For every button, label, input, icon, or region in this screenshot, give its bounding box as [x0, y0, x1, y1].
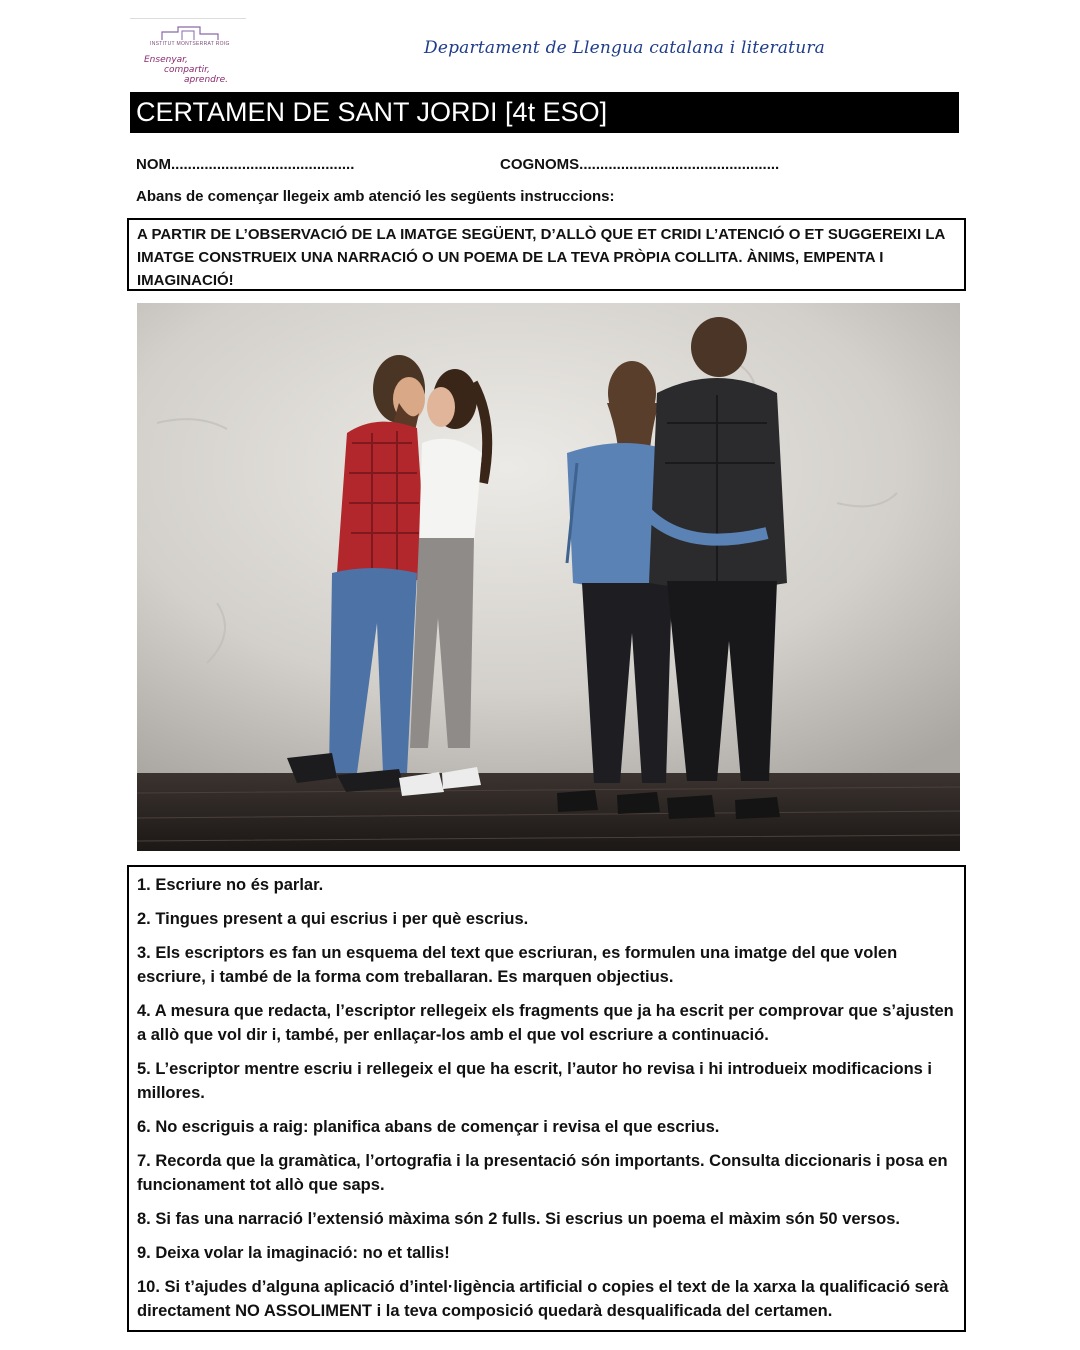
rules-list [137, 873, 956, 1323]
building-icon [160, 25, 220, 41]
logo-school-name: INSTITUT MONTSERRAT ROIG [150, 41, 230, 47]
rule-item-6: 6. No escriguis a raig: planifica abans de començar i revisa el que escrius. [137, 1118, 720, 1136]
photo-two-couples [137, 303, 960, 851]
task-text: A PARTIR DE L’OBSERVACIÓ DE LA IMATGE SEGÜENT, D’ALLÒ QUE ET CRIDI L’ATENCIÓ O ET SUGGEREIXI LA IMATGE CONSTRUEIX UNA NARRACIÓ O UN POEMA DE LA TEVA PRÒPIA COLLITA. ÀNIMS, EMPENTA I IMAGINACIÓ! [137, 226, 945, 289]
rule-item-1: 1. Escriure no és parlar. [137, 876, 324, 894]
surname-field[interactable]: COGNOMS................................................ [500, 156, 780, 173]
department-name: Departament de Llengua catalana i literatura [424, 38, 826, 58]
wall [137, 303, 960, 773]
logo-motto-line-2: compartir, [164, 65, 210, 75]
rule-item-3: 3. Els escriptors es fan un esquema del text que escriuran, es formulen una imatge del que volen escriure, i també de la forma com treballaran. Es marquen objectius. [137, 944, 898, 986]
rule-item-10: 10. Si t’ajudes d’alguna aplicació d’intel·ligència artificial o copies el text de la xarxa la qualificació serà directament NO ASSOLIMENT i la teva composició quedarà desqualificada del certamen. [137, 1278, 949, 1320]
rules-box [127, 865, 966, 1332]
rule-item-7: 7. Recorda que la gramàtica, l’ortografia i la presentació són importants. Consulta diccionaris i posa en funcionament tot allò que saps. [137, 1152, 948, 1194]
page-title: CERTAMEN DE SANT JORDI [4t ESO] [130, 92, 959, 133]
rule-item-4: 4. A mesura que redacta, l’escriptor rellegeix els fragments que ja ha escrit per comprovar que s’ajusten a allò que vol dir i, també, per enllaçar-los amb el que vol escriure a continuació. [137, 1002, 954, 1044]
photo-illustration [137, 303, 960, 851]
instructions-intro: Abans de començar llegeix amb atenció les següents instruccions: [136, 188, 615, 205]
name-field[interactable]: NOM............................................ [136, 156, 355, 173]
logo-motto-line-3: aprendre. [184, 75, 228, 85]
school-logo [130, 18, 246, 87]
rule-item-9: 9. Deixa volar la imaginació: no et tallis! [137, 1244, 450, 1262]
task-box [127, 218, 966, 291]
logo-motto-line-1: Ensenyar, [144, 55, 188, 65]
rule-item-2: 2. Tingues present a qui escrius i per què escrius. [137, 910, 529, 928]
rule-item-5: 5. L’escriptor mentre escriu i rellegeix el que ha escrit, l’autor ho revisa i hi introdueix modificacions i millores. [137, 1060, 933, 1102]
rule-item-8: 8. Si fas una narració l’extensió màxima són 2 fulls. Si escrius un poema el màxim són 50 versos. [137, 1210, 900, 1228]
